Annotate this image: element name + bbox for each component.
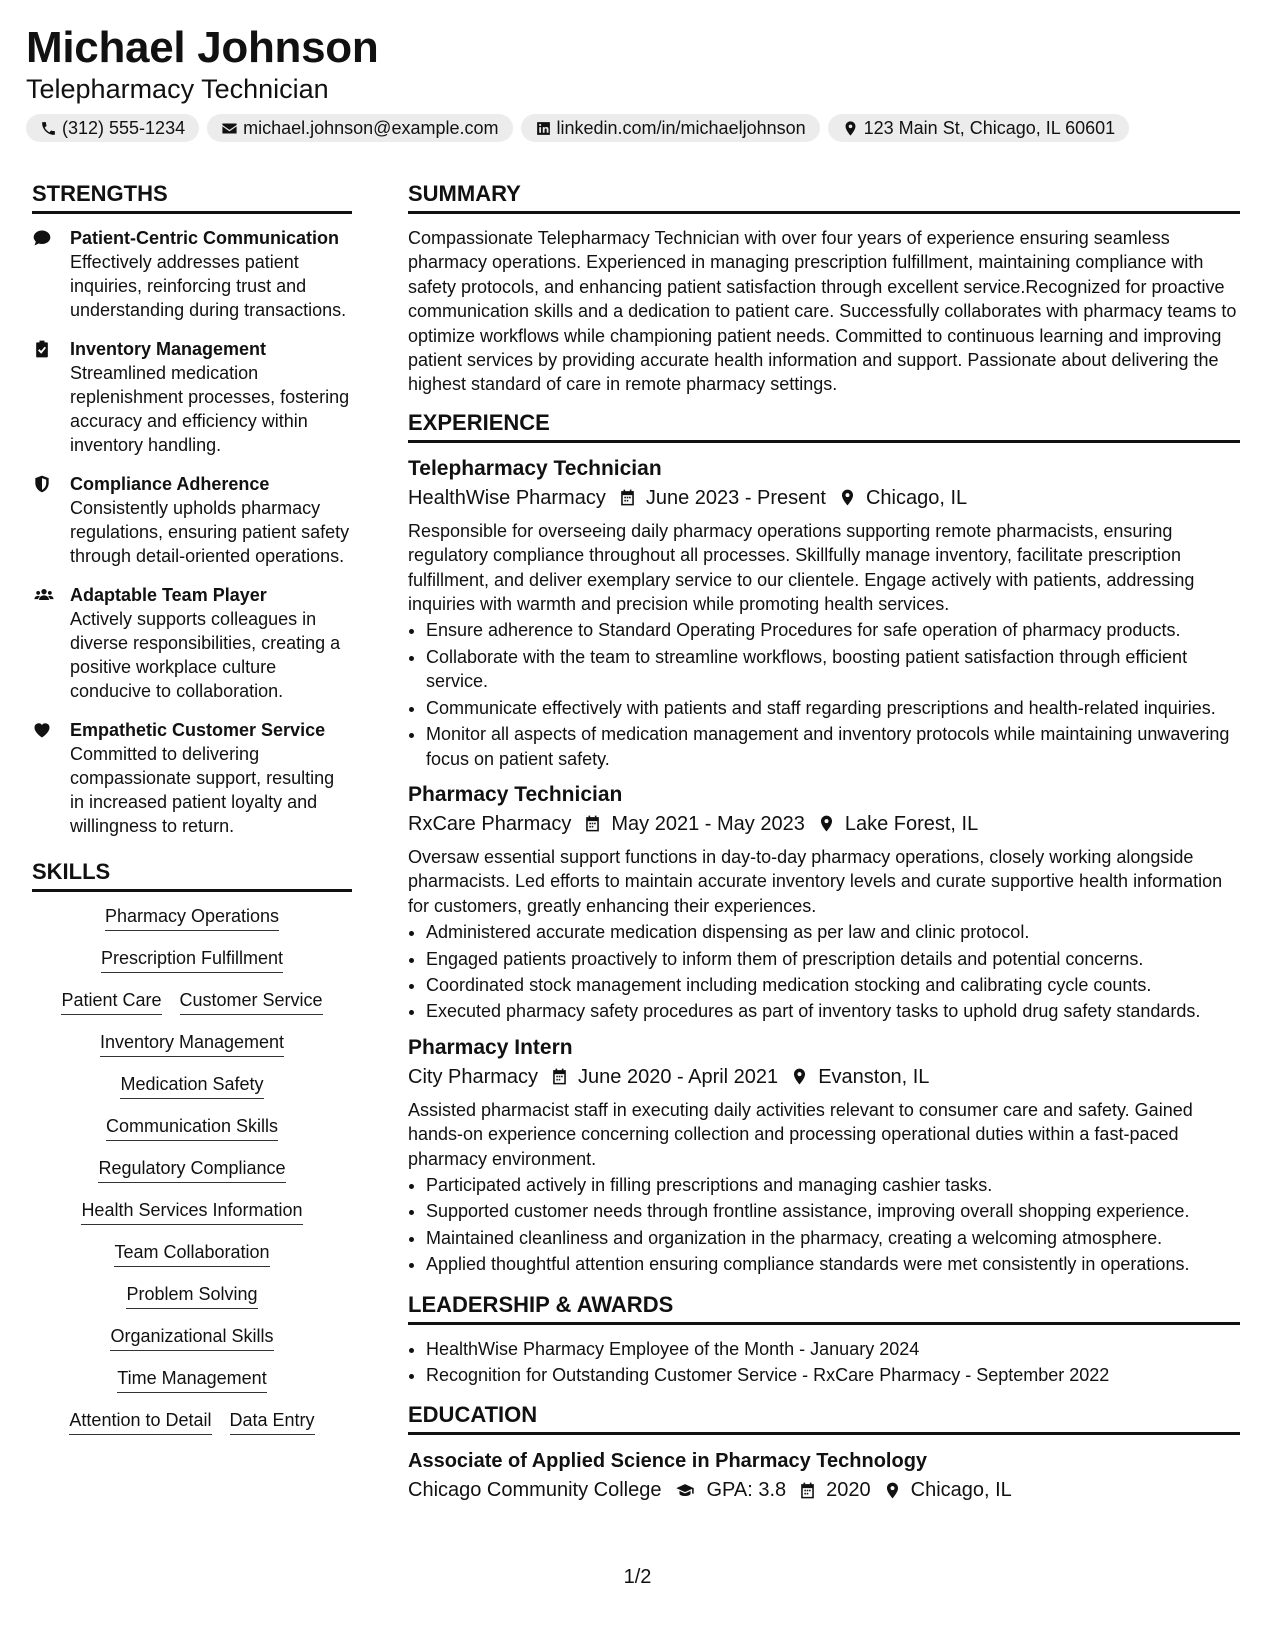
skill-tag: Time Management — [117, 1366, 266, 1393]
map-pin-icon — [790, 1067, 809, 1086]
clipboard-check-icon — [32, 339, 52, 359]
skill-tag: Communication Skills — [106, 1114, 278, 1141]
skills-heading: SKILLS — [32, 858, 352, 892]
summary-text: Compassionate Telepharmacy Technician with over four years of experience ensuring seamless pharmacy operations. Experienced in managing prescription fulfillment, maintaining compliance with safety protocols, and enhancing patient satisfaction through excellent service.Recognized for proactive communication skills and a dedication to patient care. Successfully collaborates with pharmacy teams to optimize workflows while championing patient needs. Committed to continuous learning and improving patient services by providing accurate health information and support. Passionate about delivering the highest standard of care in remote pharmacy settings. — [408, 228, 1237, 395]
strength-title: Inventory Management — [70, 339, 267, 359]
job-bullet: • Supported customer needs through frontline assistance, improving overall shopping experience. — [426, 1199, 1240, 1223]
contact-phone[interactable] — [26, 114, 199, 142]
strengths-heading: STRENGTHS — [32, 180, 352, 214]
summary-heading: SUMMARY — [408, 180, 1240, 214]
strength-item — [32, 337, 352, 457]
contact-linkedin[interactable] — [521, 114, 820, 142]
strength-item — [32, 718, 352, 838]
map-pin-icon — [883, 1481, 902, 1500]
job-entry — [408, 1034, 1240, 1277]
job-company: City Pharmacy — [408, 1065, 539, 1088]
graduation-cap-icon — [673, 1481, 697, 1500]
contact-email-text: michael.johnson@example.com — [243, 117, 499, 138]
job-bullet: • Communicate effectively with patients and staff regarding prescriptions and health-related inquiries. — [426, 696, 1240, 720]
strength-title: Adaptable Team Player — [70, 585, 267, 605]
right-column — [408, 180, 1240, 1511]
experience-heading: EXPERIENCE — [408, 409, 1240, 443]
job-bullet: • Participated actively in filling prescriptions and managing cashier tasks. — [426, 1173, 1240, 1197]
calendar-icon — [550, 1067, 569, 1086]
education-location: Chicago, IL — [910, 1479, 1012, 1502]
contact-address[interactable] — [828, 114, 1130, 142]
strength-desc: Consistently upholds pharmacy regulations, ensuring patient safety through detail-oriented operations. — [70, 498, 350, 566]
job-dates: June 2020 - April 2021 — [578, 1065, 779, 1088]
strength-item — [32, 226, 352, 322]
job-dates: June 2023 - Present — [645, 486, 826, 509]
contact-address-text: 123 Main St, Chicago, IL 60601 — [863, 117, 1116, 138]
job-location: Chicago, IL — [865, 486, 968, 509]
education-degree: Associate of Applied Science in Pharmacy Technology — [408, 1450, 928, 1473]
skill-tag: Team Collaboration — [114, 1240, 269, 1267]
job-bullet: • Maintained cleanliness and organization in the pharmacy, creating a welcoming atmosphere. — [426, 1226, 1240, 1250]
skill-tag: Organizational Skills — [110, 1324, 273, 1351]
skill-tag: Health Services Information — [81, 1198, 302, 1225]
skill-tag: Medication Safety — [120, 1072, 263, 1099]
job-location: Evanston, IL — [818, 1065, 930, 1088]
education-school: Chicago Community College — [408, 1479, 662, 1502]
calendar-icon — [798, 1481, 817, 1500]
strength-title: Compliance Adherence — [70, 474, 270, 494]
heart-icon — [32, 720, 52, 740]
skill-tag: Regulatory Compliance — [98, 1156, 285, 1183]
skill-tag: Problem Solving — [126, 1282, 257, 1309]
job-bullet: • Coordinated stock management including medication stocking and calibrating cycle counts. — [426, 973, 1240, 997]
map-pin-icon — [838, 488, 857, 507]
left-column — [32, 180, 352, 1435]
candidate-name: Michael Johnson — [26, 23, 379, 72]
map-pin-icon — [842, 120, 859, 137]
skill-tag: Patient Care — [61, 988, 161, 1015]
strength-desc: Committed to delivering compassionate support, resulting in increased patient loyalty and willingness to return. — [70, 744, 335, 836]
strength-item — [32, 583, 352, 703]
leadership-heading: LEADERSHIP & AWARDS — [408, 1291, 1240, 1325]
skill-tag: Data Entry — [230, 1408, 315, 1435]
job-bullets — [408, 920, 1240, 1024]
map-pin-icon — [817, 814, 836, 833]
linkedin-icon — [535, 120, 552, 137]
users-icon — [32, 585, 56, 605]
job-title: Pharmacy Intern — [408, 1035, 573, 1059]
job-bullet: • Engaged patients proactively to inform them of prescription details and potential concerns. — [426, 947, 1240, 971]
skill-tag: Attention to Detail — [69, 1408, 211, 1435]
strength-desc: Actively supports colleagues in diverse responsibilities, creating a positive workplace culture conducive to collaboration. — [70, 609, 341, 701]
skills-list — [32, 904, 352, 1435]
job-bullet: • Monitor all aspects of medication management and inventory protocols while maintaining unwavering focus on patient safety. — [426, 722, 1240, 771]
job-title: Pharmacy Technician — [408, 782, 623, 806]
job-meta — [408, 809, 1240, 839]
award-item: • Recognition for Outstanding Customer Service - RxCare Pharmacy - September 2022 — [426, 1363, 1240, 1387]
job-description: Responsible for overseeing daily pharmacy operations supporting remote pharmacists, ensuring regulatory compliance throughout all processes. Skillfully manage inventory, facilitate prescription fulfillment, and deliver exemplary service to our clientele. Engage actively with patients, addressing inquiries with warmth and precision while promoting health services. — [408, 520, 1195, 615]
skill-tag: Inventory Management — [100, 1030, 284, 1057]
award-item: • HealthWise Pharmacy Employee of the Month - January 2024 — [426, 1337, 1240, 1361]
job-meta — [408, 1062, 1240, 1092]
calendar-icon — [618, 488, 637, 507]
contact-linkedin-text: linkedin.com/in/michaeljohnson — [556, 117, 806, 138]
strength-item — [32, 472, 352, 568]
page-number: 1/2 — [623, 1566, 652, 1588]
job-entry — [408, 781, 1240, 1024]
job-company: HealthWise Pharmacy — [408, 486, 606, 509]
candidate-role: Telepharmacy Technician — [26, 74, 329, 104]
job-entry — [408, 455, 1240, 771]
education-meta — [408, 1475, 1240, 1505]
job-description: Oversaw essential support functions in day-to-day pharmacy operations, closely working alongside pharmacists. Led efforts to maintain accurate inventory levels and curate supportive health information for customers, greatly enhancing their experiences. — [408, 846, 1223, 916]
skill-tag: Prescription Fulfillment — [101, 946, 283, 973]
education-gpa: GPA: 3.8 — [706, 1479, 787, 1502]
skill-tag: Customer Service — [180, 988, 323, 1015]
strength-desc: Effectively addresses patient inquiries, reinforcing trust and understanding during transactions. — [70, 252, 347, 320]
job-dates: May 2021 - May 2023 — [611, 812, 805, 835]
contact-email[interactable] — [207, 114, 512, 142]
job-description: Assisted pharmacist staff in executing daily activities relevant to consumer care and safety. Gained hands-on experience concerning collection and processing operational duties within a fast-paced pharmacy environment. — [408, 1099, 1193, 1169]
job-bullet: • Executed pharmacy safety procedures as part of inventory tasks to uphold drug safety standards. — [426, 999, 1240, 1023]
strength-title: Empathetic Customer Service — [70, 720, 326, 740]
job-bullets — [408, 618, 1240, 770]
contact-bar — [26, 114, 1129, 142]
phone-icon — [40, 120, 57, 137]
job-bullet: • Ensure adherence to Standard Operating Procedures for safe operation of pharmacy products. — [426, 618, 1240, 642]
envelope-icon — [221, 120, 238, 137]
job-meta — [408, 483, 1240, 513]
skill-tag: Pharmacy Operations — [105, 904, 279, 931]
strength-title: Patient-Centric Communication — [70, 228, 340, 248]
job-title: Telepharmacy Technician — [408, 456, 662, 480]
job-bullet: • Applied thoughtful attention ensuring compliance standards were met consistently in operations. — [426, 1252, 1240, 1276]
contact-phone-text: (312) 555-1234 — [62, 117, 186, 138]
job-bullets — [408, 1173, 1240, 1277]
education-heading: EDUCATION — [408, 1401, 1240, 1435]
job-bullet: • Administered accurate medication dispensing as per law and clinic protocol. — [426, 920, 1240, 944]
speech-bubble-icon — [32, 228, 52, 248]
education-year: 2020 — [826, 1479, 871, 1502]
job-bullet: • Collaborate with the team to streamline workflows, boosting patient satisfaction through efficient service. — [426, 645, 1240, 694]
job-company: RxCare Pharmacy — [408, 812, 572, 835]
shield-icon — [32, 474, 52, 494]
strength-desc: Streamlined medication replenishment processes, fostering accuracy and efficiency within inventory handling. — [70, 363, 350, 455]
awards-list — [408, 1337, 1240, 1388]
calendar-icon — [583, 814, 602, 833]
job-location: Lake Forest, IL — [844, 812, 979, 835]
